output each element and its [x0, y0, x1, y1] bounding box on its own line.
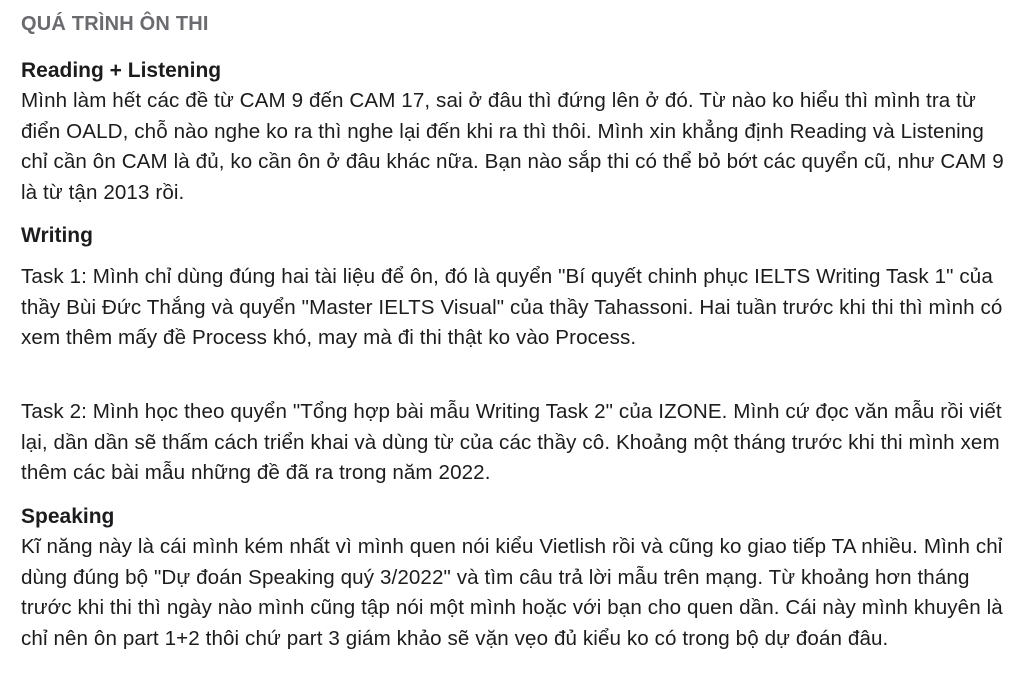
section-heading-speaking: Speaking: [21, 505, 115, 528]
paragraph-writing-task1: Task 1: Mình chỉ dùng đúng hai tài liệu để ôn, đó là quyển "Bí quyết chinh phục IELTS Writing Task 1" của thầy Bùi Đức Thắng và quyển "Master IELTS Visual" của thầy Tahassoni. Hai tuần trước khi thi thì mình có xem thêm mấy đề Process khó, may mà đi thi thật ko vào Process.: [21, 265, 1003, 349]
section-heading-writing: Writing: [21, 224, 93, 247]
paragraph-writing-task2: Task 2: Mình học theo quyển "Tổng hợp bài mẫu Writing Task 2" của IZONE. Mình cứ đọc văn mẫu rồi viết lại, dần dần sẽ thấm cách triển khai và dùng từ của các thầy cô. Khoảng một tháng trước khi thi mình xem thêm các bài mẫu những đề đã ra trong năm 2022.: [21, 400, 1002, 484]
section-heading-reading-listening: Reading + Listening: [21, 59, 222, 82]
paragraph-reading-listening: Mình làm hết các đề từ CAM 9 đến CAM 17, sai ở đâu thì đứng lên ở đó. Từ nào ko hiểu thì mình tra từ điển OALD, chỗ nào nghe ko ra thì nghe lại đến khi ra thì thôi. Mình xin khẳng định Reading và Listening chỉ cần ôn CAM là đủ, ko cần ôn ở đâu khác nữa. Bạn nào sắp thi có thể bỏ bớt các quyển cũ, như CAM 9 là từ tận 2013 rồi.: [21, 89, 1004, 204]
post-title: QUÁ TRÌNH ÔN THI: [21, 13, 209, 35]
paragraph-speaking: Kĩ năng này là cái mình kém nhất vì mình quen nói kiểu Vietlish rồi và cũng ko giao tiếp TA nhiều. Mình chỉ dùng đúng bộ "Dự đoán Speaking quý 3/2022" và tìm câu trả lời mẫu trên mạng. Từ khoảng hơn tháng trước khi thi thì ngày nào mình cũng tập nói một mình hoặc với bạn cho quen dần. Cái này mình khuyên là chỉ nên ôn part 1+2 thôi chứ part 3 giám khảo sẽ vặn vẹo đủ kiểu ko có trong bộ dự đoán đâu.: [21, 535, 1003, 650]
